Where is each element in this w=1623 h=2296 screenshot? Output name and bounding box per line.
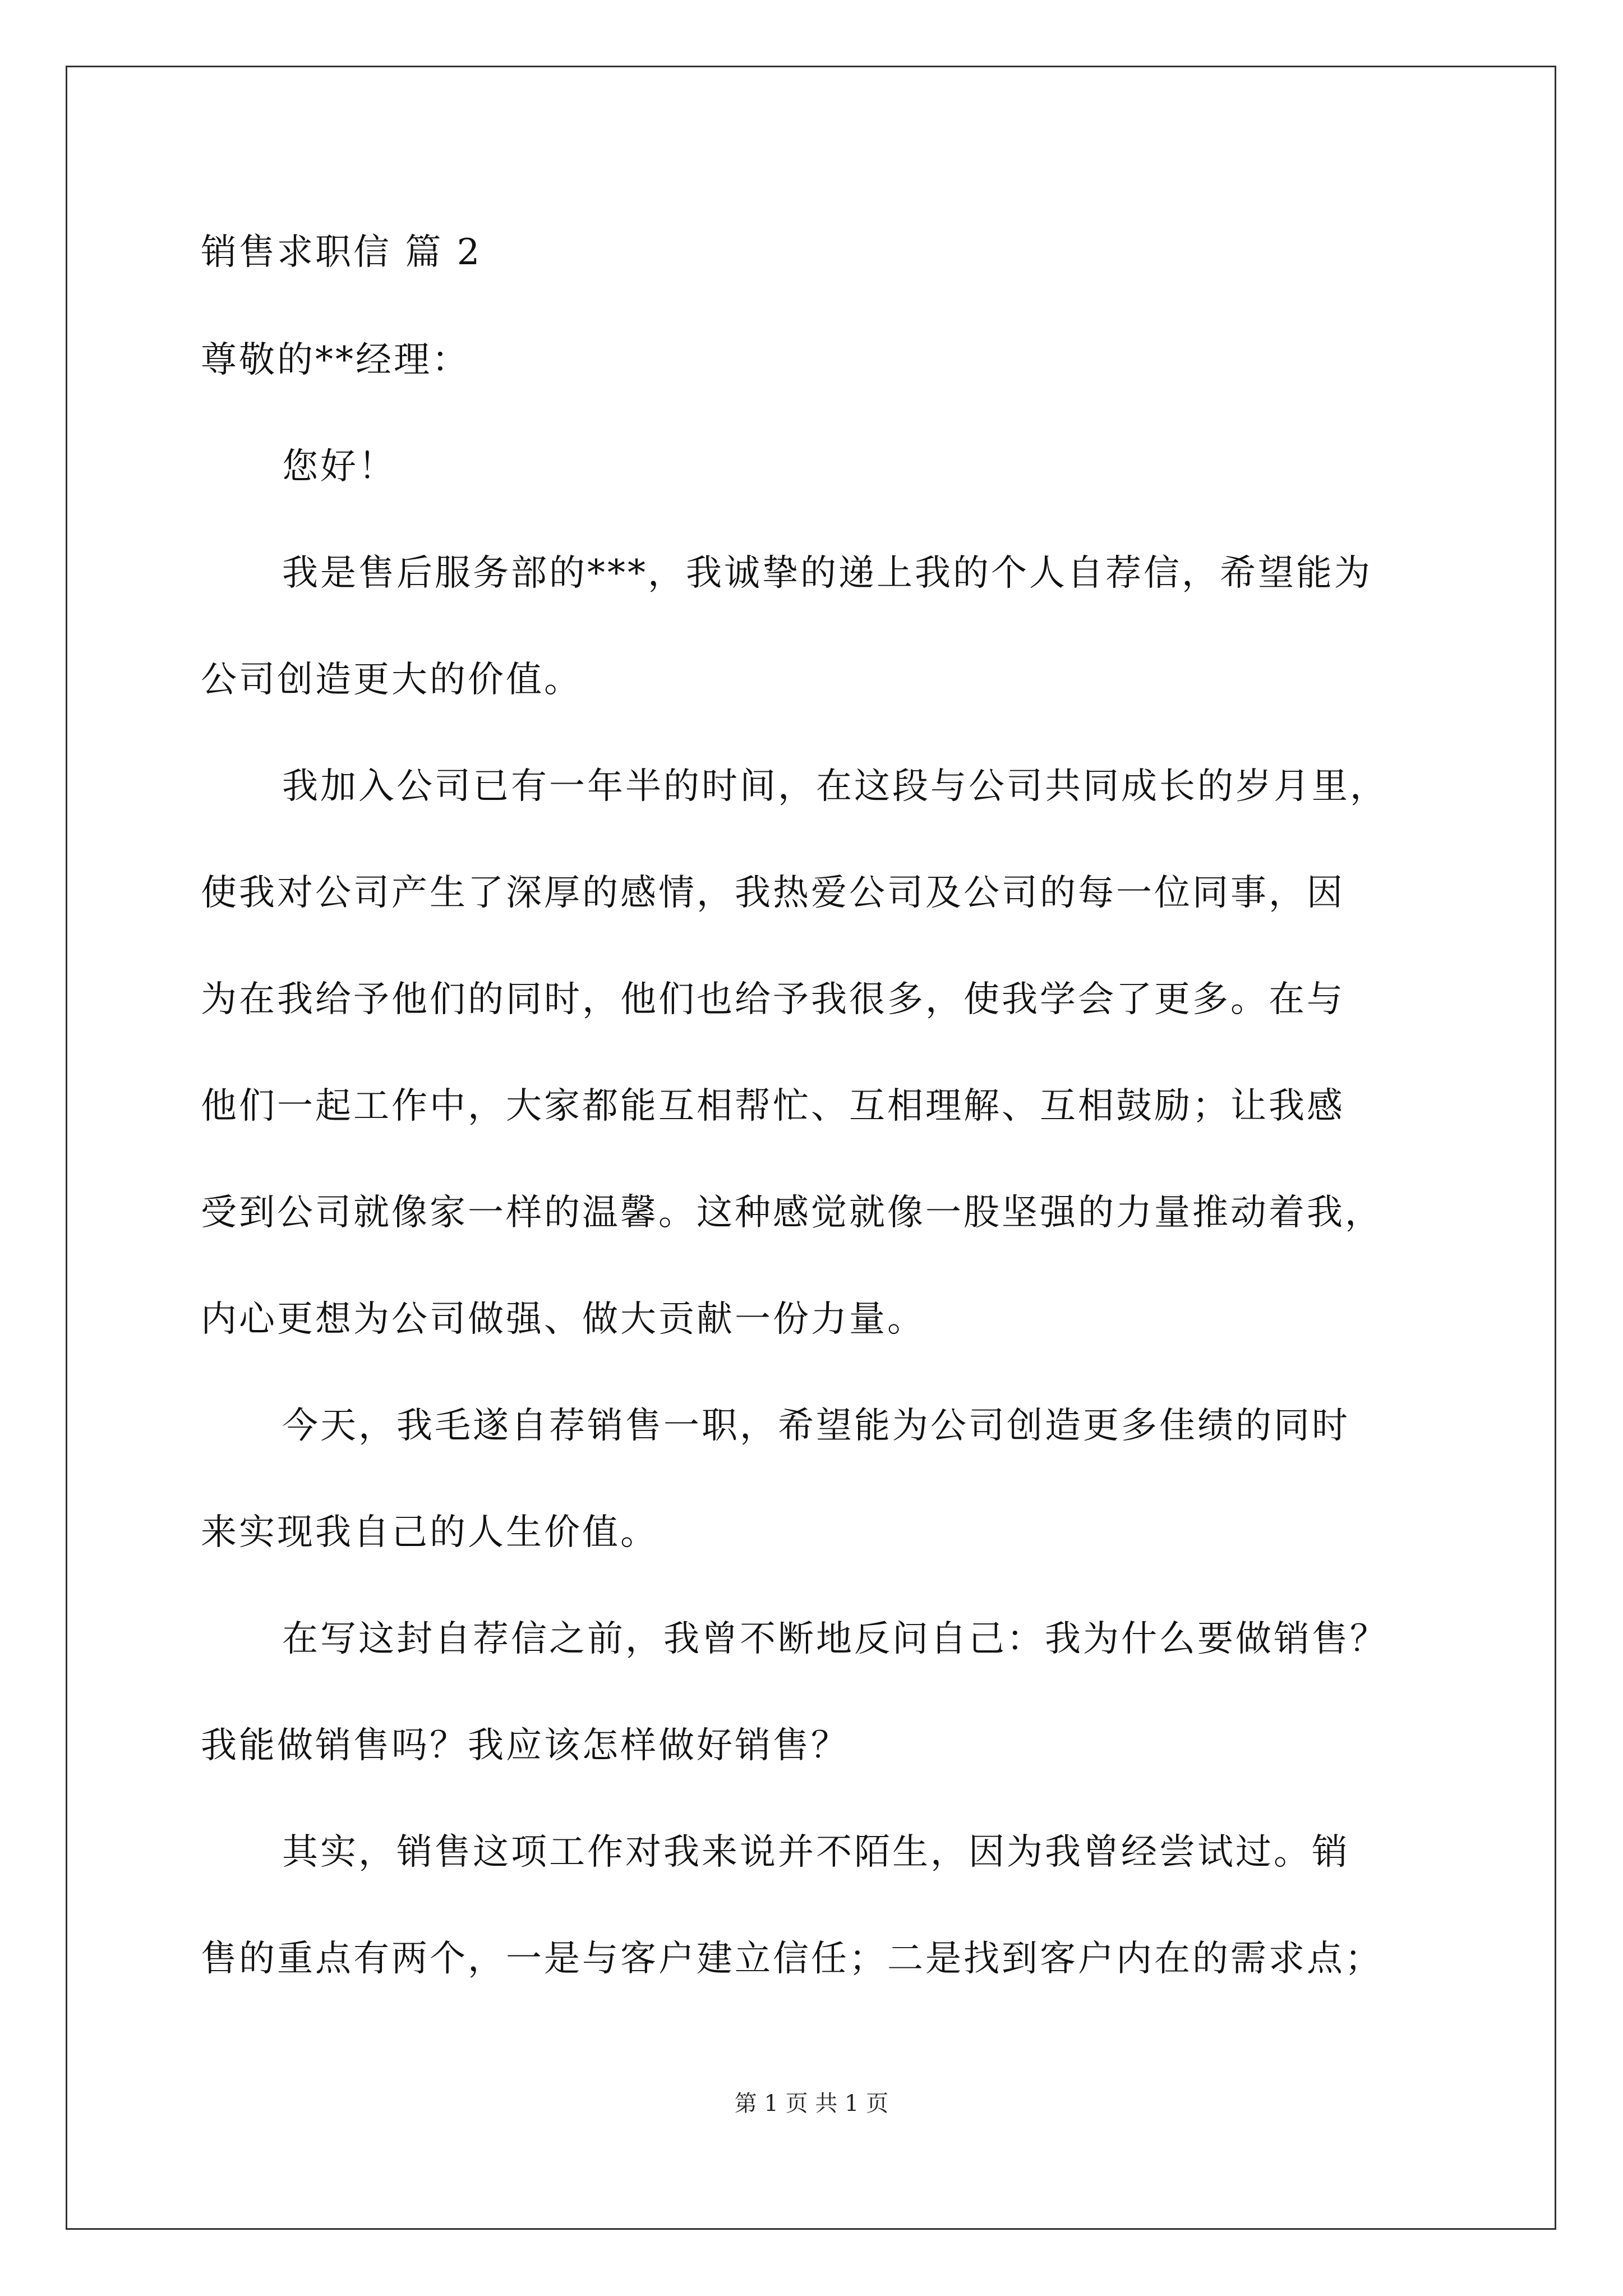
paragraph-line: 今天，我毛遂自荐销售一职，希望能为公司创造更多佳绩的同时	[282, 1405, 1350, 1447]
page-border	[66, 66, 1556, 2230]
greeting: 您好！	[282, 446, 396, 487]
paragraph-line: 受到公司就像家一样的温馨。这种感觉就像一股坚强的力量推动着我，	[201, 1192, 1383, 1234]
paragraph-line: 为在我给予他们的同时，他们也给予我很多，使我学会了更多。在与	[201, 979, 1345, 1020]
paragraph-line: 我能做销售吗？我应该怎样做好销售？	[201, 1725, 849, 1766]
paragraph-line: 内心更想为公司做强、做大贡献一份力量。	[201, 1299, 925, 1340]
paragraph-line: 其实，销售这项工作对我来说并不陌生，因为我曾经尝试过。销	[282, 1832, 1350, 1873]
salutation: 尊敬的**经理：	[201, 339, 470, 381]
paragraph-line: 公司创造更大的价值。	[201, 659, 582, 701]
paragraph-line: 使我对公司产生了深厚的感情，我热爱公司及公司的每一位同事，因	[201, 872, 1345, 914]
paragraph-line: 在写这封自荐信之前，我曾不断地反问自己：我为什么要做销售？	[282, 1618, 1388, 1660]
paragraph-line: 他们一起工作中，大家都能互相帮忙、互相理解、互相鼓励；让我感	[201, 1085, 1345, 1127]
paragraph-line: 来实现我自己的人生价值。	[201, 1512, 658, 1553]
paragraph-line: 我是售后服务部的***，我诚挚的递上我的个人自荐信，希望能为	[282, 553, 1372, 594]
paragraph-line: 售的重点有两个，一是与客户建立信任；二是找到客户内在的需求点；	[201, 1938, 1383, 1980]
paragraph-line: 我加入公司已有一年半的时间，在这段与公司共同成长的岁月里，	[282, 766, 1388, 807]
page-footer: 第 1 页 共 1 页	[734, 2091, 889, 2116]
document-heading: 销售求职信 篇 2	[201, 232, 482, 273]
